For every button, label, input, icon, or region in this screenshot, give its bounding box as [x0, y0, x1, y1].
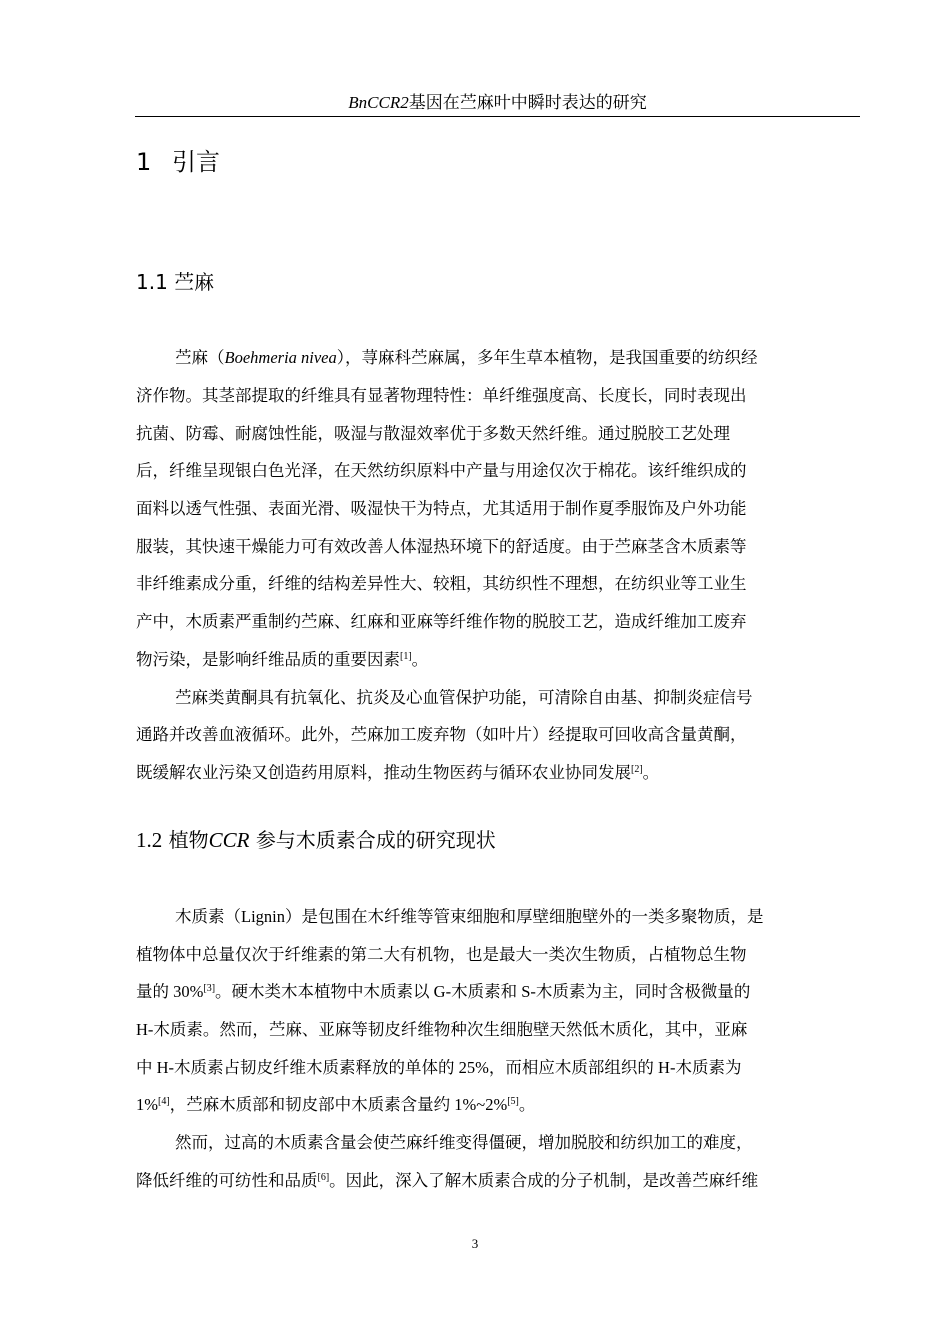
- text-span: 。因此，深入了解木质素合成的分子机制，是改善苎麻纤维: [329, 1171, 759, 1190]
- heading-text: 参与木质素合成的研究现状: [255, 828, 496, 852]
- text-line: [136, 980, 860, 1004]
- text-span: 1%: [136, 1095, 158, 1114]
- text-line: 非纤维素成分重，纤维的结构差异性大、较粗，其纺织性不理想，在纺织业等工业生: [136, 574, 747, 593]
- citation-ref: [3]: [203, 983, 216, 994]
- citation-ref: [4]: [158, 1096, 170, 1107]
- page-number: 3: [471, 1236, 479, 1251]
- text-line: H-木质素。然而，苎麻、亚麻等韧皮纤维物种次生细胞壁天然低木质化，其中，亚麻: [136, 1020, 748, 1039]
- section-number: 1.2: [136, 828, 163, 852]
- header-gene-name: BnCCR2: [348, 93, 409, 112]
- text-span: 物污染，是影响纤维品质的重要因素: [136, 650, 400, 669]
- text-span: 。硬木类木本植物中木质素以 G-木质素和 S-木质素为主，同时含极微量的: [215, 982, 751, 1001]
- text-line: [136, 648, 860, 672]
- running-header: [135, 92, 860, 114]
- species-name: Boehmeria nivea: [224, 348, 337, 367]
- chapter-heading: [136, 146, 220, 178]
- text-line: 后，纤维呈现银白色光泽，在天然纺织原料中产量与用途仅次于棉花。该纤维织成的: [136, 461, 747, 480]
- text-line: 抗菌、防霉、耐腐蚀性能，吸湿与散湿效率优于多数天然纤维。通过脱胶工艺处理: [136, 424, 730, 443]
- gene-name: CCR: [208, 828, 250, 852]
- text-span: ），荨麻科苎麻属，多年生草本植物，是我国重要的纺织经: [336, 348, 758, 367]
- text-line: [175, 346, 860, 370]
- text-span: 既缓解农业污染又创造药用原料，推动生物医药与循环农业协同发展: [136, 763, 631, 782]
- header-rule: [135, 116, 860, 117]
- text-line: [136, 1169, 860, 1193]
- text-line: 植物体中总量仅次于纤维素的第二大有机物，也是最大一类次生物质，占植物总生物: [136, 945, 747, 964]
- text-line: [136, 1093, 860, 1117]
- citation-ref: [6]: [317, 1172, 330, 1183]
- text-line: 产中，木质素严重制约苎麻、红麻和亚麻等纤维作物的脱胶工艺，造成纤维加工废弃: [136, 612, 747, 631]
- section-heading-1-2: [136, 826, 496, 854]
- text-line: 服装，其快速干燥能力可有效改善人体湿热环境下的舒适度。由于苎麻茎含木质素等: [136, 537, 747, 556]
- header-title: 基因在苎麻叶中瞬时表达的研究: [408, 93, 647, 112]
- text-span: 。: [518, 1095, 536, 1114]
- text-span: ，苎麻木质部和韧皮部中木质素含量约 1%~2%: [169, 1095, 508, 1114]
- text-line: 木质素（Lignin）是包围在木纤维等管束细胞和厚壁细胞壁外的一类多聚物质，是: [175, 907, 764, 926]
- text-span: 苎麻（: [175, 348, 225, 367]
- section-heading-1-1: 1.1 苎麻: [136, 270, 215, 294]
- citation-ref: [5]: [507, 1096, 519, 1107]
- chapter-title: 引言: [172, 148, 220, 176]
- text-line: 中 H-木质素占韧皮纤维木质素释放的单体的 25%，而相应木质部组织的 H-木质素为: [136, 1058, 742, 1077]
- text-line: 济作物。其茎部提取的纤维具有显著物理特性：单纤维强度高、长度长，同时表现出: [136, 386, 747, 405]
- text-line: 然而，过高的木质素含量会使苎麻纤维变得僵硬，增加脱胶和纺织加工的难度，: [175, 1133, 753, 1152]
- text-line: 通路并改善血液循环。此外，苎麻加工废弃物（如叶片）经提取可回收高含量黄酮，: [136, 725, 747, 744]
- text-span: 。: [642, 763, 660, 782]
- citation-ref: [2]: [631, 764, 643, 775]
- text-line: 面料以透气性强、表面光滑、吸湿快干为特点，尤其适用于制作夏季服饰及户外功能: [136, 499, 747, 518]
- text-span: 降低纤维的可纺性和品质: [136, 1171, 318, 1190]
- text-span: 。: [411, 650, 429, 669]
- text-line: [136, 761, 860, 785]
- text-span: 量的 30%: [136, 982, 204, 1001]
- chapter-number: 1: [136, 148, 152, 176]
- text-line: 苎麻类黄酮具有抗氧化、抗炎及心血管保护功能，可清除自由基、抑制炎症信号: [175, 688, 753, 707]
- citation-ref: [1]: [400, 651, 412, 662]
- heading-text: 植物: [168, 828, 209, 852]
